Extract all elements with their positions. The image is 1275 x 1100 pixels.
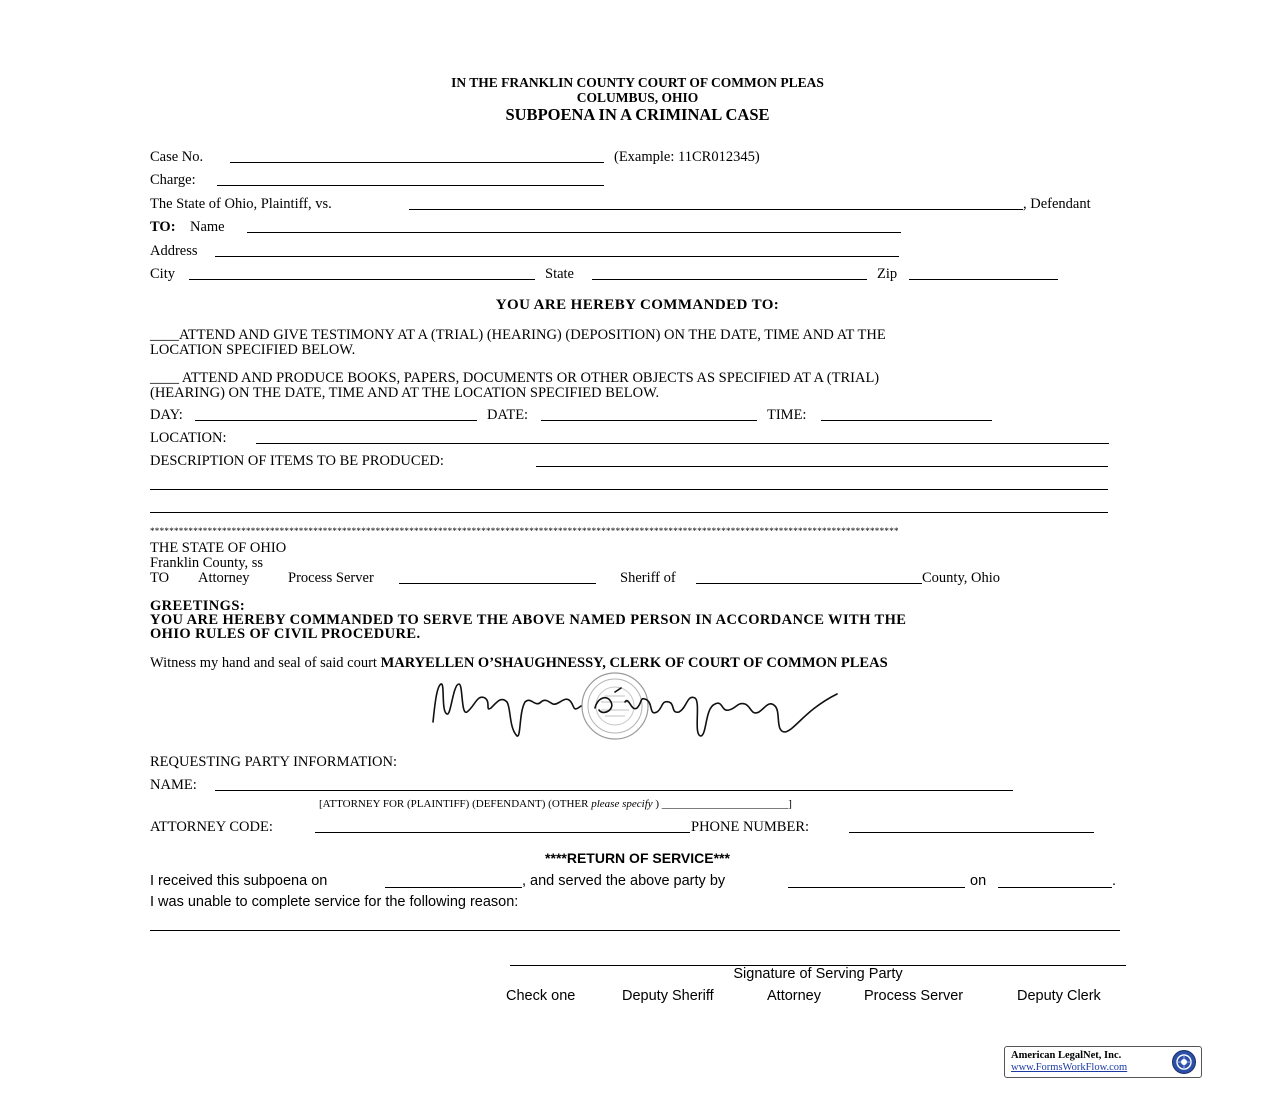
requesting-name-field[interactable]: [215, 777, 1013, 791]
received-line-end: .: [1112, 873, 1117, 889]
page-title: SUBPOENA IN A CRIMINAL CASE: [505, 105, 770, 124]
name-field[interactable]: [247, 219, 901, 233]
attorney-code-label: ATTORNEY CODE:: [150, 819, 273, 835]
clerk-signature-with-seal: [425, 672, 845, 744]
description-field[interactable]: [536, 453, 1108, 467]
please-specify: please specify: [591, 798, 653, 810]
address-field[interactable]: [215, 243, 899, 257]
county-ohio-label: County, Ohio: [922, 570, 1001, 586]
defendant-label: , Defendant: [1023, 196, 1091, 212]
requesting-heading: REQUESTING PARTY INFORMATION:: [150, 754, 397, 770]
served-by-field[interactable]: [788, 874, 965, 888]
greetings: GREETINGS:: [150, 598, 246, 614]
check-attorney[interactable]: Attorney: [767, 988, 821, 1004]
sheriff-county-field[interactable]: [696, 570, 922, 584]
process-server-field[interactable]: [399, 570, 596, 584]
serving-party-signature-field[interactable]: [510, 952, 1126, 966]
court-city: COLUMBUS, OHIO: [576, 90, 699, 105]
serve-command-line1: YOU ARE HEREBY COMMANDED TO SERVE THE ABOVE NAMED PERSON IN ACCORDANCE WITH THE: [150, 612, 907, 628]
day-field[interactable]: [195, 407, 477, 421]
franklin-county: Franklin County, ss: [150, 555, 264, 571]
phone-label: PHONE NUMBER:: [691, 819, 810, 835]
option-testimony-line1[interactable]: ____ATTEND AND GIVE TESTIMONY AT A (TRIAL) (HEARING) (DEPOSITION) ON THE DATE, TIME AND AT THE: [150, 327, 886, 343]
to-label: TO:: [150, 219, 176, 235]
legalnet-badge[interactable]: [1004, 1046, 1202, 1078]
received-line-part2: , and served the above party by: [522, 873, 730, 889]
zip-label: Zip: [877, 266, 898, 282]
serve-command-line2: OHIO RULES OF CIVIL PROCEDURE.: [150, 626, 421, 642]
state-field[interactable]: [592, 266, 867, 280]
globe-icon: [1171, 1049, 1197, 1075]
received-line-part3: on: [966, 873, 991, 889]
process-server-option: Process Server: [288, 570, 374, 586]
witness-text: Witness my hand and seal of said court: [150, 655, 381, 671]
state-of-ohio: THE STATE OF OHIO: [150, 540, 287, 556]
signature-caption: Signature of Serving Party: [733, 966, 903, 982]
description-line-2[interactable]: [150, 476, 1108, 490]
clerk-name: MARYELLEN O’SHAUGHNESSY, CLERK OF COURT OF COMMON PLEAS: [380, 655, 888, 671]
zip-field[interactable]: [909, 266, 1058, 280]
check-deputy-sheriff[interactable]: Deputy Sheriff: [622, 988, 714, 1004]
charge-field[interactable]: [217, 172, 604, 186]
badge-company: American LegalNet, Inc.: [1011, 1050, 1122, 1061]
served-on-field[interactable]: [998, 874, 1112, 888]
address-label: Address: [150, 243, 198, 259]
commanded-heading: YOU ARE HEREBY COMMANDED TO:: [495, 297, 780, 313]
location-label: LOCATION:: [150, 430, 227, 446]
description-line-3[interactable]: [150, 499, 1108, 513]
location-field[interactable]: [256, 430, 1109, 444]
received-line-part1: I received this subpoena on: [150, 873, 332, 889]
charge-label: Charge:: [150, 172, 196, 188]
return-of-service-heading: ****RETURN OF SERVICE***: [545, 850, 730, 866]
unable-reason-field[interactable]: [150, 917, 1120, 931]
date-field[interactable]: [541, 407, 757, 421]
option-produce-line1[interactable]: ____ ATTEND AND PRODUCE BOOKS, PAPERS, DOCUMENTS OR OTHER OBJECTS AS SPECIFIED AT A (TRIAL): [150, 370, 880, 386]
case-no-label: Case No.: [150, 149, 204, 165]
sheriff-of-label: Sheriff of: [620, 570, 676, 586]
defendant-field[interactable]: [409, 196, 1023, 210]
received-date-field[interactable]: [385, 874, 522, 888]
badge-url[interactable]: www.FormsWorkFlow.com: [1011, 1062, 1128, 1073]
check-deputy-clerk[interactable]: Deputy Clerk: [1017, 988, 1101, 1004]
state-vs-label: The State of Ohio, Plaintiff, vs.: [150, 196, 332, 212]
phone-field[interactable]: [849, 819, 1094, 833]
court-name: IN THE FRANKLIN COUNTY COURT OF COMMON PLEAS: [451, 75, 824, 90]
attorney-option: Attorney: [198, 570, 250, 586]
case-no-example: (Example: 11CR012345): [614, 149, 760, 165]
day-label: DAY:: [150, 407, 183, 423]
name-label: Name: [190, 219, 225, 235]
time-field[interactable]: [821, 407, 992, 421]
city-field[interactable]: [189, 266, 535, 280]
unable-reason-label: I was unable to complete service for the following reason:: [150, 894, 519, 910]
option-testimony-line2: LOCATION SPECIFIED BELOW.: [150, 342, 356, 358]
requesting-name-label: NAME:: [150, 777, 197, 793]
state-label: State: [545, 266, 574, 282]
option-produce-line2: (HEARING) ON THE DATE, TIME AND AT THE LOCATION SPECIFIED BELOW.: [150, 385, 660, 401]
attorney-for-line: [319, 798, 792, 811]
time-label: TIME:: [767, 407, 807, 423]
to-service-label: TO: [150, 570, 170, 586]
description-label: DESCRIPTION OF ITEMS TO BE PRODUCED:: [150, 453, 444, 469]
check-one-label: Check one: [506, 988, 576, 1004]
check-process-server[interactable]: Process Server: [864, 988, 964, 1004]
city-label: City: [150, 266, 175, 282]
case-no-field[interactable]: [230, 149, 604, 163]
date-label: DATE:: [487, 407, 529, 423]
witness-line: [150, 655, 888, 671]
star-divider: ************************************************************************************************************************************************************: [150, 527, 899, 535]
attorney-for-post: ) _______________________]: [652, 798, 792, 810]
attorney-for-pre: [ATTORNEY FOR (PLAINTIFF) (DEFENDANT) (OTHER: [319, 798, 592, 810]
attorney-code-field[interactable]: [315, 819, 690, 833]
